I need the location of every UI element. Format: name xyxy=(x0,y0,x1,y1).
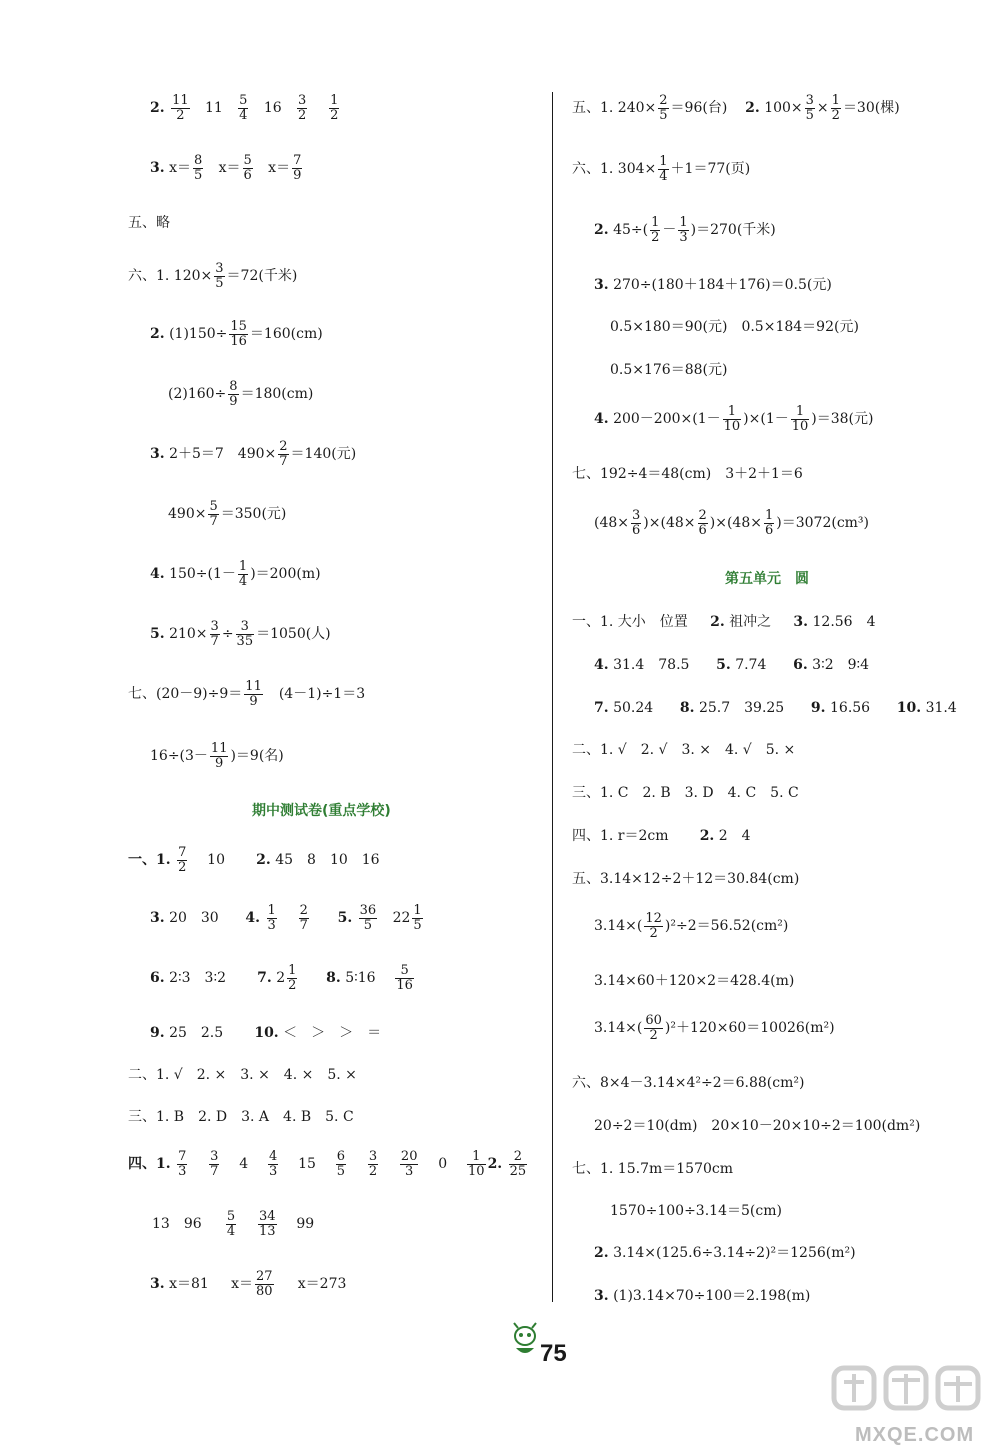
answer-text: 10 xyxy=(207,852,225,869)
fraction: $\frac{1}{6}$ xyxy=(764,508,774,538)
answer-line: 20÷2＝10(dm) 20×10－20×10÷2＝100(dm²) xyxy=(594,1118,921,1134)
answer-line xyxy=(150,440,356,468)
answer-text: (1)3.14×70÷100＝2.198(m) xyxy=(613,1288,811,1304)
fraction: $\frac{27}{80}$ xyxy=(255,1269,273,1299)
item-number: 5. xyxy=(150,626,165,643)
item-number: 7. xyxy=(594,700,609,716)
answer-text: )×(48× xyxy=(709,515,762,532)
item-number: 一、1. xyxy=(128,852,171,869)
answer-text: 3.14×(125.6÷3.14÷2)²＝1256(m²) xyxy=(613,1245,856,1261)
fraction: $\frac{1}{2}$ xyxy=(288,963,297,993)
fraction: $\frac{3}{5}$ xyxy=(215,261,224,291)
fraction: $\frac{1}{2}$ xyxy=(330,93,339,123)
answer-text: 490× xyxy=(168,506,207,523)
answer-text: 16 xyxy=(263,100,282,117)
answer-text: 99 xyxy=(296,1216,315,1233)
item-number: 4. xyxy=(150,566,165,583)
answer-text: )²÷2＝56.52(cm²) xyxy=(664,918,789,935)
answer-line xyxy=(128,680,365,708)
answer-line xyxy=(572,155,750,183)
watermark-text: MXQE.COM xyxy=(855,1424,975,1446)
fraction: $\frac{20}{3}$ xyxy=(400,1149,418,1179)
item-number: 3. xyxy=(150,910,165,927)
item-number: 2. xyxy=(745,100,760,117)
fraction: $\frac{3}{7}$ xyxy=(210,1149,219,1179)
fraction: $\frac{1}{10}$ xyxy=(723,404,741,434)
answer-text: 2 4 xyxy=(718,828,751,844)
answer-text: － xyxy=(662,222,677,239)
fraction: $\frac{8}{5}$ xyxy=(193,153,203,183)
answer-text: (48× xyxy=(594,515,630,532)
fraction: $\frac{1}{3}$ xyxy=(679,215,688,245)
answer-text: )＝38(元) xyxy=(811,411,874,428)
fraction: $\frac{6}{5}$ xyxy=(336,1149,346,1179)
answer-text: 七、(20－9)÷9＝ xyxy=(128,686,243,703)
answer-text: 2＋5＝7 490× xyxy=(169,446,277,463)
section-heading: 期中测试卷(重点学校) xyxy=(252,803,391,819)
answer-text: 5∶16 xyxy=(345,970,376,987)
answer-text: ＝160(cm) xyxy=(249,326,323,343)
answer-text: 210× xyxy=(169,626,208,643)
fraction: $\frac{1}{10}$ xyxy=(791,404,809,434)
answer-line xyxy=(152,1210,314,1238)
answer-text: 13 96 xyxy=(152,1216,202,1233)
answer-text: 16÷(3－ xyxy=(150,748,208,765)
fraction: $\frac{8}{9}$ xyxy=(229,379,238,409)
item-number: 10. xyxy=(896,700,922,716)
item-number: 2. xyxy=(699,828,715,844)
answer-text: 150÷(1－ xyxy=(169,566,236,583)
answer-text: 45÷( xyxy=(613,222,649,239)
answer-line xyxy=(594,216,776,244)
item-number: 4. xyxy=(245,910,261,927)
answer-text: )×(48× xyxy=(643,515,696,532)
answer-line xyxy=(128,1150,529,1178)
fraction: $\frac{1}{2}$ xyxy=(651,215,660,245)
answer-text: )＝3072(cm³) xyxy=(776,515,870,532)
answer-line xyxy=(150,154,304,182)
item-number: 2. xyxy=(487,1156,503,1173)
item-number: 2. xyxy=(150,326,165,343)
answer-text: )×(1－ xyxy=(743,411,789,428)
item-number: 5. xyxy=(337,910,353,927)
answer-text: 0 xyxy=(438,1156,448,1173)
answer-line xyxy=(594,1014,835,1042)
fraction: $\frac{15}{16}$ xyxy=(230,319,247,349)
page-number: 75 xyxy=(540,1340,567,1367)
answer-line xyxy=(594,1285,810,1305)
answer-text: 3.14×( xyxy=(594,918,643,935)
answer-text: ＝30(棵) xyxy=(842,100,900,117)
item-number: 8. xyxy=(326,970,341,987)
answer-text: 11 xyxy=(204,100,223,117)
answer-text: 31.4 xyxy=(925,700,957,716)
answer-line xyxy=(150,1270,346,1298)
answer-line xyxy=(150,1022,381,1042)
answer-text: 25.7 39.25 xyxy=(698,700,785,716)
answer-text: )²＋120×60＝10026(m²) xyxy=(664,1020,835,1037)
answer-text: (2)160÷ xyxy=(168,386,227,403)
answer-text: x＝ xyxy=(268,160,291,177)
answer-text: 四、1. r＝2cm xyxy=(572,828,669,844)
answer-text: ＝72(千米) xyxy=(226,268,298,285)
answer-text: 22 xyxy=(392,910,411,927)
item-number: 3. xyxy=(150,1276,165,1293)
answer-text: 270÷(180＋184＋176)＝0.5(元) xyxy=(613,277,832,293)
answer-text: )＝9(名) xyxy=(230,748,284,765)
answer-text: (1)150÷ xyxy=(169,326,228,343)
answer-text: 20 30 xyxy=(169,910,219,927)
item-number: 6. xyxy=(150,970,165,987)
answer-line: 1570÷100÷3.14＝5(cm) xyxy=(610,1203,782,1219)
answer-line xyxy=(150,620,331,648)
answer-line: 六、8×4－3.14×4²÷2＝6.88(cm²) xyxy=(572,1075,805,1091)
answer-text: 4 xyxy=(239,1156,249,1173)
answer-line xyxy=(594,274,832,294)
fraction: $\frac{5}{16}$ xyxy=(396,963,413,993)
answer-line: 0.5×176＝88(元) xyxy=(610,362,728,378)
answer-text: 100× xyxy=(764,100,803,117)
fraction: $\frac{2}{5}$ xyxy=(659,93,668,123)
item-number: 3. xyxy=(594,277,609,293)
fraction: $\frac{11}{2}$ xyxy=(172,93,189,123)
fraction: $\frac{3}{2}$ xyxy=(298,93,307,123)
answer-text: 15 xyxy=(298,1156,316,1173)
answer-text: )＝270(千米) xyxy=(690,222,776,239)
answer-line xyxy=(572,94,900,122)
answer-text: 45 8 10 16 xyxy=(275,852,380,869)
item-number: 5. xyxy=(716,657,731,673)
answer-text: 7.74 xyxy=(735,657,767,673)
fraction: $\frac{5}{6}$ xyxy=(243,153,252,183)
item-number: 3. xyxy=(150,160,165,177)
item-number: 2. xyxy=(150,100,165,117)
answer-text: ＝140(元) xyxy=(290,446,357,463)
answer-line: 三、1. B 2. D 3. A 4. B 5. C xyxy=(128,1109,354,1125)
mascot-icon xyxy=(510,1322,540,1362)
answer-text: ＝1050(人) xyxy=(256,626,331,643)
item-number: 10. xyxy=(254,1025,279,1041)
fraction: $\frac{2}{6}$ xyxy=(698,508,707,538)
fraction: $\frac{1}{2}$ xyxy=(831,93,840,123)
fraction: $\frac{4}{3}$ xyxy=(269,1149,278,1179)
answer-line: 五、略 xyxy=(128,215,170,231)
answer-line xyxy=(150,94,341,122)
item-number: 2. xyxy=(594,222,609,239)
item-number: 3. xyxy=(150,446,165,463)
item-number: 3. xyxy=(793,614,809,630)
answer-line xyxy=(150,320,323,348)
fraction: $\frac{60}{2}$ xyxy=(645,1013,662,1043)
answer-text: x＝ xyxy=(169,160,191,177)
answer-line: 3.14×60＋120×2＝428.4(m) xyxy=(594,973,795,989)
answer-line xyxy=(168,380,313,408)
fraction: $\frac{5}{4}$ xyxy=(226,1209,236,1239)
answer-text: 12.56 4 xyxy=(812,614,876,630)
answer-line xyxy=(150,560,321,588)
answer-line: 二、1. √ 2. √ 3. × 4. √ 5. × xyxy=(572,742,796,758)
answer-text: x＝81 xyxy=(169,1276,209,1293)
answer-line xyxy=(128,846,380,874)
item-number: 4. xyxy=(594,657,609,673)
fraction: $\frac{36}{5}$ xyxy=(359,903,377,933)
item-number: 四、1. xyxy=(128,1156,171,1173)
item-number: 2. xyxy=(594,1245,609,1261)
answer-text: x＝ xyxy=(231,1276,253,1293)
fraction: $\frac{2}{7}$ xyxy=(299,903,308,933)
item-number: 9. xyxy=(810,700,826,716)
fraction: $\frac{2}{7}$ xyxy=(279,439,288,469)
fraction: $\frac{5}{7}$ xyxy=(209,499,218,529)
answer-line: 0.5×180＝90(元) 0.5×184＝92(元) xyxy=(610,319,859,335)
item-number: 7. xyxy=(257,970,272,987)
answer-text: 3.14×( xyxy=(594,1020,643,1037)
column-divider xyxy=(552,92,553,1302)
item-number: 4. xyxy=(594,411,609,428)
fraction: $\frac{1}{4}$ xyxy=(238,559,248,589)
answer-line: 三、1. C 2. B 3. D 4. C 5. C xyxy=(572,785,799,801)
answer-text: ＝96(台) xyxy=(670,100,728,117)
answer-line: 二、1. √ 2. × 3. × 4. × 5. × xyxy=(128,1067,357,1083)
answer-text: 31.4 78.5 xyxy=(613,657,690,673)
answer-text: 一、1. 大小 位置 xyxy=(572,614,688,630)
answer-line xyxy=(594,1242,856,1262)
answer-line: 七、192÷4＝48(cm) 3＋2＋1＝6 xyxy=(572,466,803,482)
fraction: $\frac{34}{13}$ xyxy=(259,1209,276,1239)
answer-text: ＜ ＞ ＞ ＝ xyxy=(283,1025,382,1041)
fraction: $\frac{3}{2}$ xyxy=(368,1149,378,1179)
fraction: $\frac{5}{4}$ xyxy=(239,93,248,123)
fraction: $\frac{3}{35}$ xyxy=(236,619,254,649)
answer-text: 200－200×(1－ xyxy=(613,411,721,428)
answer-line: 五、3.14×12÷2＋12＝30.84(cm) xyxy=(572,871,800,887)
fraction: $\frac{11}{9}$ xyxy=(210,741,228,771)
answer-text: )＝200(m) xyxy=(250,566,321,583)
answer-line xyxy=(594,405,873,433)
answer-line xyxy=(594,697,957,717)
answer-text: 六、1. 120× xyxy=(128,268,213,285)
fraction: $\frac{3}{6}$ xyxy=(632,508,641,538)
item-number: 8. xyxy=(679,700,695,716)
answer-text: 2 xyxy=(276,970,286,987)
answer-text: 25 2.5 xyxy=(169,1025,224,1041)
item-number: 6. xyxy=(793,657,808,673)
answer-line xyxy=(150,742,284,770)
item-number: 9. xyxy=(150,1025,165,1041)
fraction: $\frac{3}{7}$ xyxy=(210,619,219,649)
fraction: $\frac{1}{4}$ xyxy=(659,154,668,184)
item-number: 3. xyxy=(594,1288,609,1304)
answer-line xyxy=(150,964,416,992)
answer-text: 16.56 xyxy=(830,700,871,716)
answer-line xyxy=(572,825,751,845)
answer-text: x＝273 xyxy=(297,1276,347,1293)
section-heading: 第五单元 圆 xyxy=(725,571,809,587)
watermark-logo xyxy=(830,1362,990,1422)
answer-text: 六、1. 304× xyxy=(572,161,657,178)
answer-line xyxy=(594,509,869,537)
answer-text: 祖冲之 xyxy=(729,614,772,630)
answer-line xyxy=(572,611,876,631)
item-number: 2. xyxy=(256,852,271,869)
answer-text: 2∶3 3∶2 xyxy=(169,970,226,987)
item-number: 2. xyxy=(710,614,725,630)
answer-text: 五、1. 240× xyxy=(572,100,657,117)
fraction: $\frac{1}{5}$ xyxy=(413,903,422,933)
fraction: $\frac{3}{5}$ xyxy=(805,93,814,123)
answer-text: ＝350(元) xyxy=(220,506,287,523)
answer-text: (4－1)÷1＝3 xyxy=(264,686,366,703)
answer-line xyxy=(594,912,788,940)
fraction: $\frac{11}{9}$ xyxy=(245,679,262,709)
answer-line: 七、1. 15.7m＝1570cm xyxy=(572,1161,733,1177)
answer-line xyxy=(150,904,425,932)
answer-text: ＝180(cm) xyxy=(240,386,314,403)
answer-line xyxy=(128,262,297,290)
answer-text: x＝ xyxy=(218,160,241,177)
fraction: $\frac{1}{3}$ xyxy=(267,903,276,933)
fraction: $\frac{1}{10}$ xyxy=(468,1149,485,1179)
fraction: $\frac{7}{3}$ xyxy=(178,1149,187,1179)
answer-text: 50.24 xyxy=(613,700,654,716)
answer-line xyxy=(594,654,869,674)
answer-text: ＋1＝77(页) xyxy=(670,161,751,178)
fraction: $\frac{7}{9}$ xyxy=(293,153,302,183)
answer-line xyxy=(168,500,286,528)
fraction: $\frac{12}{2}$ xyxy=(645,911,662,941)
fraction: $\frac{2}{25}$ xyxy=(509,1149,527,1179)
answer-text: 3∶2 9∶4 xyxy=(812,657,870,673)
fraction: $\frac{7}{2}$ xyxy=(178,845,187,875)
answer-text: ÷ xyxy=(221,626,234,643)
answer-text: × xyxy=(816,100,829,117)
